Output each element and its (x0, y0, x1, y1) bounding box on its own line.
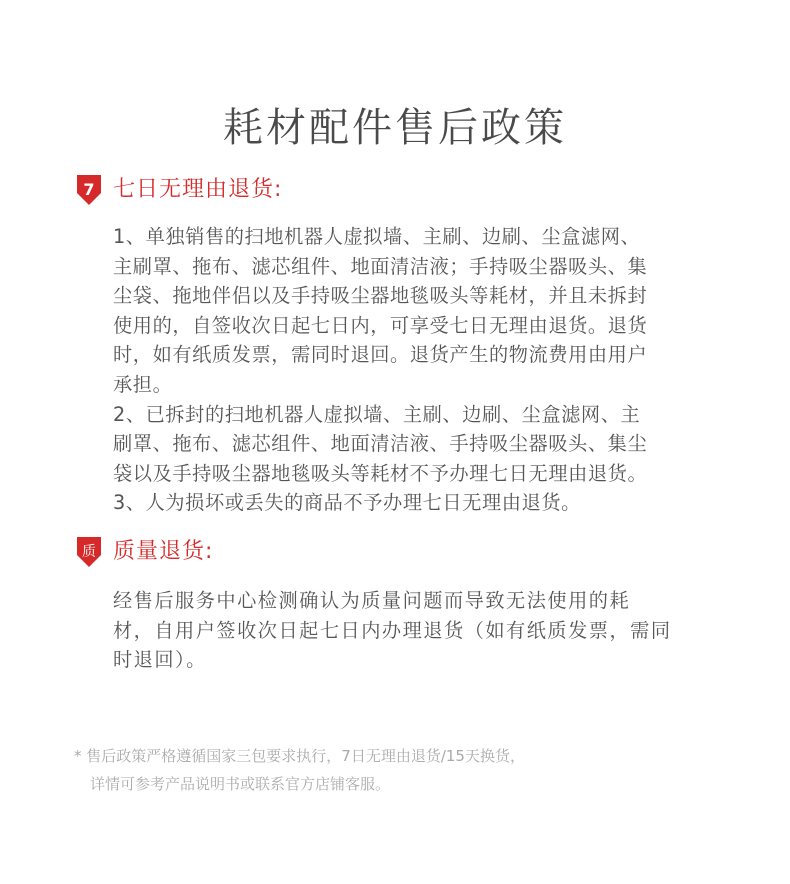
seven-day-return-header (74, 172, 282, 208)
policy-paragraph-1: 1、单独销售的扫地机器人虚拟墙、主刷、边刷、尘盒滤网、 主刷罩、拖布、滤芯组件、地面清洁液；手持吸尘器吸头、集 尘袋、拖地伴侣以及手持吸尘器地毯吸头等耗材，并且未拆封 使用的，自签收次日起七日内，可享受七日无理由退货。退货 时，如有纸质发票，需同时退回。退货产生的物流费用由用户 承担。 (113, 225, 648, 396)
badge-character: 质 (82, 544, 96, 560)
footnote-line-2: 详情可参考产品说明书或联系官方店铺客服。 (90, 775, 391, 793)
policy-paragraph-3: 3、人为损坏或丢失的商品不予办理七日无理由退货。 (113, 491, 581, 515)
page-title: 耗材配件售后政策 (223, 105, 567, 151)
quality-return-header (74, 534, 213, 570)
seven-day-return-body (113, 222, 723, 518)
section-title-seven-day: 七日无理由退货: (113, 177, 283, 202)
quality-return-body (113, 586, 723, 675)
shield-badge-icon (74, 174, 104, 206)
section-title-quality: 质量退货: (113, 539, 214, 564)
badge-number: 7 (83, 179, 95, 199)
shield-badge-icon (74, 536, 104, 568)
footnote (74, 742, 734, 798)
policy-paragraph-2: 2、已拆封的扫地机器人虚拟墙、主刷、边刷、尘盒滤网、主 刷罩、拖布、滤芯组件、地面清洁液、手持吸尘器吸头、集尘 袋以及手持吸尘器地毯吸头等耗材不予办理七日无理由退货。 (113, 402, 648, 485)
footnote-line-1: * 售后政策严格遵循国家三包要求执行，7日无理由退货/15天换货， (74, 747, 525, 765)
quality-paragraph: 经售后服务中心检测确认为质量问题而导致无法使用的耗 材，自用户签收次日起七日内办理退货（如有纸质发票，需同 时退回）。 (113, 589, 672, 672)
